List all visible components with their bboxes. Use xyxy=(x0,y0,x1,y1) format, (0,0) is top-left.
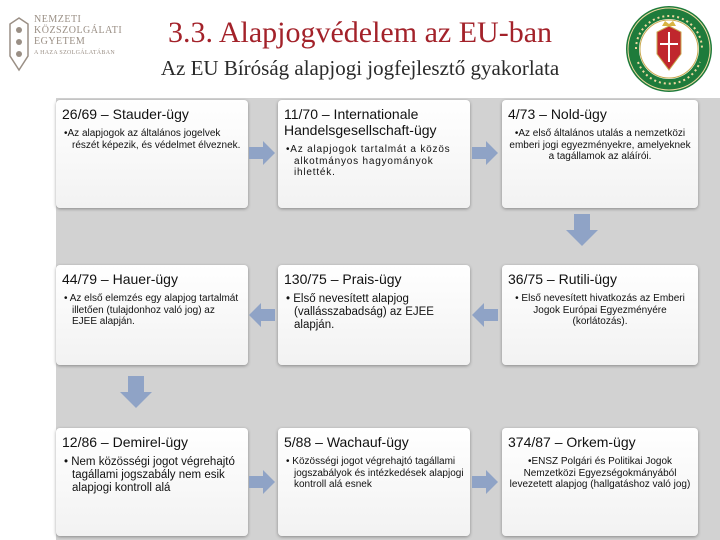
case-box-rutili xyxy=(502,265,698,365)
case-text: • Közösségi jogot végrehajtó tagállami jogszabályok és intézkedések alapjogi kontroll alá esnek xyxy=(286,456,464,490)
case-heading: 12/86 – Demirel-ügy xyxy=(62,434,189,450)
arrow-down-icon xyxy=(120,376,152,408)
case-heading: 26/69 – Stauder-ügy xyxy=(62,106,189,122)
case-box-prais xyxy=(278,265,470,365)
case-heading: 44/79 – Hauer-ügy xyxy=(62,271,178,287)
logo-line-3: EGYETEM xyxy=(34,36,86,47)
logo-line-2: KÖZSZOLGÁLATI xyxy=(34,25,123,36)
case-text: •Az első általános utalás a nemzetközi emberi jogi egyezményekre, amelyeknek a tagállamok az aláírói. xyxy=(509,128,691,162)
case-box-stauder xyxy=(56,100,248,208)
case-heading: 5/88 – Wachauf-ügy xyxy=(284,434,409,450)
arrow-down-icon xyxy=(566,214,598,246)
case-heading: 130/75 – Prais-ügy xyxy=(284,271,402,287)
case-heading: 36/75 – Rutili-ügy xyxy=(508,271,617,287)
case-heading: 11/70 – Internationale Handelsgesellschaft-ügy xyxy=(284,106,437,138)
page-title: 3.3. Alapjogvédelem az EU-ban xyxy=(167,16,553,49)
arrow-left-icon xyxy=(472,303,498,327)
logo-line-1: NEMZETI xyxy=(34,14,82,25)
arrow-left-icon xyxy=(249,303,275,327)
case-text: • Az első elemzés egy alapjog tartalmát illetően (tulajdonhoz való jog) az EJEE alapján. xyxy=(64,293,239,327)
case-text: • Nem közösségi jogot végrehajtó tagállami jogszabály nem esik alapjogi kontroll alá xyxy=(64,456,235,494)
case-text: •Az alapjogok az általános jogelvek részét képezik, és védelmet élveznek. xyxy=(64,128,241,151)
case-box-internationale-handelsgesellschaft xyxy=(278,100,470,208)
case-text: •ENSZ Polgári és Politikai Jogok Nemzetközi Egyezségokmányából levezetett alapjog (hallgatáshoz való jog) xyxy=(509,456,691,490)
case-text: • Első nevesített alapjog (vallásszabadság) az EJEE alapján. xyxy=(286,293,434,331)
case-text: • Első nevesített hivatkozás az Emberi Jogok Európai Egyezményére (korlátozás). xyxy=(515,293,685,327)
arrow-right-icon xyxy=(472,141,498,165)
case-box-hauer xyxy=(56,265,248,365)
page-subtitle: Az EU Bíróság alapjogi jogfejlesztő gyakorlata xyxy=(160,56,560,80)
case-box-orkem xyxy=(502,428,698,536)
case-box-nold xyxy=(502,100,698,208)
case-heading: 4/73 – Nold-ügy xyxy=(508,106,607,122)
logo-line-4: A HAZA SZOLGÁLATÁBAN xyxy=(34,50,115,56)
university-seal-icon xyxy=(624,4,714,94)
arrow-right-icon xyxy=(249,141,275,165)
case-text: •Az alapjogok tartalmát a közös alkotmányos hagyományok ihlették. xyxy=(286,144,451,178)
case-box-demirel xyxy=(56,428,248,536)
case-heading: 374/87 – Orkem-ügy xyxy=(508,434,636,450)
arrow-right-icon xyxy=(249,470,275,494)
case-box-wachauf xyxy=(278,428,470,536)
arrow-right-icon xyxy=(472,470,498,494)
